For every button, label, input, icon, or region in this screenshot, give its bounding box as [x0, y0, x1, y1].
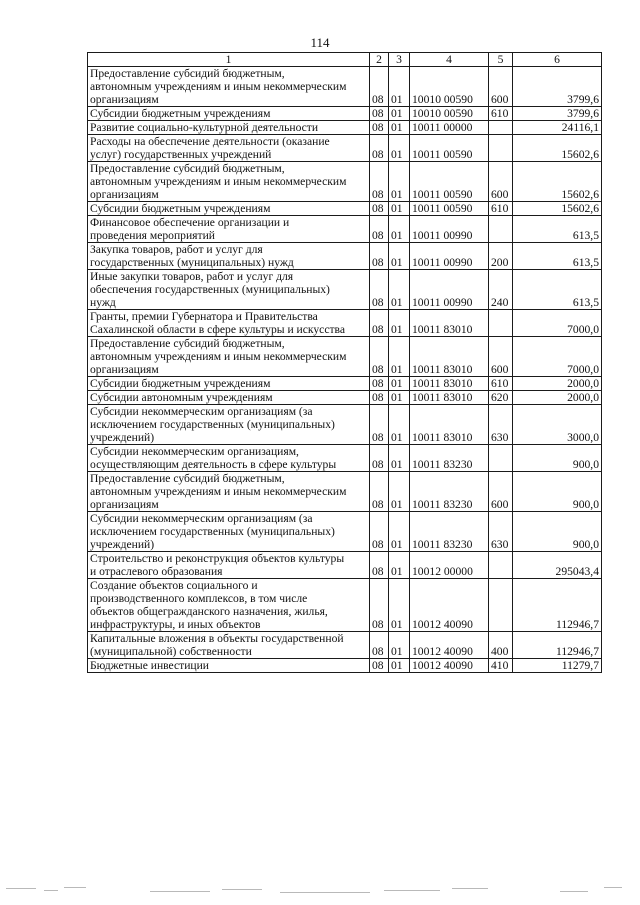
subsection-code-cell: 01: [389, 512, 410, 552]
table-row: [88, 405, 602, 445]
subsection-code-cell: 01: [389, 135, 410, 162]
expense-type-cell: 630: [489, 512, 513, 552]
item-name-line: Субсидии некоммерческим организациям,: [90, 445, 299, 458]
subsection-code-cell: 01: [389, 552, 410, 579]
table-row: [88, 445, 602, 472]
target-article-cell: 10012 00000: [410, 552, 489, 579]
table-row: [88, 67, 602, 107]
item-name-line: Расходы на обеспечение деятельности (оказание: [90, 135, 330, 148]
item-name-line: автономным учреждениям и иным некоммерческим: [90, 175, 347, 188]
subsection-code-cell: 01: [389, 337, 410, 377]
table-row: [88, 135, 602, 162]
item-name-line: учреждений): [90, 431, 155, 444]
item-name-cell: [88, 243, 370, 270]
item-name-cell: [88, 472, 370, 512]
expense-type-cell: 610: [489, 107, 513, 121]
item-name-cell: [88, 107, 370, 121]
item-name-line: Закупка товаров, работ и услуг для: [90, 243, 263, 256]
item-name-line: Сахалинской области в сфере культуры и искусства: [90, 323, 345, 336]
column-header-6: 6: [513, 53, 602, 67]
column-header-3: 3: [389, 53, 410, 67]
page-number: 114: [310, 35, 330, 50]
subsection-code-cell: 01: [389, 243, 410, 270]
item-name-line: услуг) государственных учреждений: [90, 148, 272, 161]
section-code-cell: 08: [370, 107, 389, 121]
target-article-cell: 10012 40090: [410, 632, 489, 659]
item-name-line: Субсидии некоммерческим организациям (за: [90, 405, 313, 418]
item-name-line: осуществляющим деятельность в сфере культуры: [90, 458, 337, 471]
expense-type-cell: 620: [489, 391, 513, 405]
subsection-code-cell: 01: [389, 579, 410, 632]
item-name-line: Субсидии автономным учреждениям: [90, 391, 273, 404]
item-name-line: автономным учреждениям и иным некоммерческим: [90, 350, 347, 363]
section-code-cell: 08: [370, 67, 389, 107]
table-row: [88, 310, 602, 337]
item-name-cell: [88, 270, 370, 310]
expense-type-cell: 600: [489, 472, 513, 512]
subsection-code-cell: 01: [389, 310, 410, 337]
expense-type-cell: [489, 552, 513, 579]
expense-type-cell: [489, 121, 513, 135]
item-name-cell: [88, 552, 370, 579]
column-header-5: 5: [489, 53, 513, 67]
item-name-line: обеспечения государственных (муниципальных): [90, 283, 330, 296]
item-name-cell: [88, 445, 370, 472]
amount-cell: 15602,6: [513, 135, 602, 162]
target-article-cell: 10011 00000: [410, 121, 489, 135]
expense-type-cell: 630: [489, 405, 513, 445]
expense-type-cell: 600: [489, 67, 513, 107]
item-name-line: автономным учреждениям и иным некоммерческим: [90, 485, 347, 498]
item-name-line: (муниципальной) собственности: [90, 645, 252, 658]
section-code-cell: 08: [370, 162, 389, 202]
column-header-2: 2: [370, 53, 389, 67]
subsection-code-cell: 01: [389, 632, 410, 659]
item-name-line: государственных (муниципальных) нужд: [90, 256, 294, 269]
expense-type-cell: [489, 135, 513, 162]
amount-cell: 613,5: [513, 270, 602, 310]
item-name-line: Гранты, премии Губернатора и Правительства: [90, 310, 318, 323]
item-name-line: Создание объектов социального и: [90, 579, 258, 592]
amount-cell: 2000,0: [513, 377, 602, 391]
item-name-cell: [88, 121, 370, 135]
table-row: [88, 659, 602, 673]
amount-cell: 3799,6: [513, 107, 602, 121]
item-name-line: Предоставление субсидий бюджетным,: [90, 337, 285, 350]
expense-type-cell: 600: [489, 162, 513, 202]
item-name-cell: [88, 405, 370, 445]
scan-noise: [0, 884, 640, 896]
item-name-line: Капитальные вложения в объекты государственной: [90, 632, 344, 645]
amount-cell: 2000,0: [513, 391, 602, 405]
table-row: [88, 552, 602, 579]
table-row: [88, 121, 602, 135]
table-row: [88, 472, 602, 512]
item-name-line: Предоставление субсидий бюджетным,: [90, 472, 285, 485]
expense-type-cell: 610: [489, 377, 513, 391]
table-row: [88, 632, 602, 659]
subsection-code-cell: 01: [389, 391, 410, 405]
subsection-code-cell: 01: [389, 377, 410, 391]
expense-type-cell: 610: [489, 202, 513, 216]
item-name-cell: [88, 632, 370, 659]
target-article-cell: 10011 83010: [410, 405, 489, 445]
item-name-line: производственного комплексов, в том числе: [90, 592, 308, 605]
table-row: [88, 270, 602, 310]
subsection-code-cell: 01: [389, 659, 410, 673]
item-name-line: Предоставление субсидий бюджетным,: [90, 162, 285, 175]
table-row: [88, 391, 602, 405]
section-code-cell: 08: [370, 445, 389, 472]
item-name-line: автономным учреждениям и иным некоммерческим: [90, 80, 347, 93]
section-code-cell: 08: [370, 243, 389, 270]
subsection-code-cell: 01: [389, 162, 410, 202]
amount-cell: 112946,7: [513, 632, 602, 659]
amount-cell: 11279,7: [513, 659, 602, 673]
section-code-cell: 08: [370, 377, 389, 391]
target-article-cell: 10010 00590: [410, 67, 489, 107]
subsection-code-cell: 01: [389, 270, 410, 310]
amount-cell: 24116,1: [513, 121, 602, 135]
item-name-line: инфраструктуры, и иных объектов: [90, 618, 261, 631]
table-row: [88, 512, 602, 552]
target-article-cell: 10011 83230: [410, 512, 489, 552]
amount-cell: 7000,0: [513, 310, 602, 337]
item-name-cell: [88, 512, 370, 552]
expense-type-cell: [489, 216, 513, 243]
target-article-cell: 10011 83010: [410, 310, 489, 337]
item-name-line: организациям: [90, 188, 159, 201]
item-name-cell: [88, 67, 370, 107]
subsection-code-cell: 01: [389, 202, 410, 216]
section-code-cell: 08: [370, 337, 389, 377]
expense-type-cell: [489, 445, 513, 472]
target-article-cell: 10012 40090: [410, 579, 489, 632]
amount-cell: 613,5: [513, 216, 602, 243]
item-name-line: Строительство и реконструкция объектов культуры: [90, 552, 345, 565]
expense-type-cell: 240: [489, 270, 513, 310]
section-code-cell: 08: [370, 579, 389, 632]
amount-cell: 613,5: [513, 243, 602, 270]
item-name-line: Бюджетные инвестиции: [90, 659, 210, 672]
item-name-line: исключением государственных (муниципальных): [90, 418, 335, 431]
target-article-cell: 10011 83010: [410, 391, 489, 405]
amount-cell: 7000,0: [513, 337, 602, 377]
target-article-cell: 10011 00990: [410, 270, 489, 310]
item-name-line: Субсидии бюджетным учреждениям: [90, 107, 271, 120]
expense-type-cell: 600: [489, 337, 513, 377]
section-code-cell: 08: [370, 216, 389, 243]
subsection-code-cell: 01: [389, 472, 410, 512]
amount-cell: 295043,4: [513, 552, 602, 579]
item-name-cell: [88, 216, 370, 243]
item-name-line: Субсидии бюджетным учреждениям: [90, 202, 271, 215]
table-row: [88, 243, 602, 270]
section-code-cell: 08: [370, 310, 389, 337]
target-article-cell: 10011 83010: [410, 337, 489, 377]
table-header-row: [88, 53, 602, 67]
section-code-cell: 08: [370, 512, 389, 552]
item-name-line: Развитие социально-культурной деятельности: [90, 121, 319, 134]
expense-type-cell: 200: [489, 243, 513, 270]
section-code-cell: 08: [370, 659, 389, 673]
item-name-line: Иные закупки товаров, работ и услуг для: [90, 270, 294, 283]
item-name-cell: [88, 135, 370, 162]
table-row: [88, 202, 602, 216]
subsection-code-cell: 01: [389, 67, 410, 107]
section-code-cell: 08: [370, 121, 389, 135]
table-row: [88, 377, 602, 391]
target-article-cell: 10011 83010: [410, 377, 489, 391]
table-row: [88, 216, 602, 243]
item-name-line: Субсидии бюджетным учреждениям: [90, 377, 271, 390]
amount-cell: 900,0: [513, 445, 602, 472]
amount-cell: 3000,0: [513, 405, 602, 445]
section-code-cell: 08: [370, 391, 389, 405]
table-row: [88, 337, 602, 377]
amount-cell: 15602,6: [513, 202, 602, 216]
amount-cell: 112946,7: [513, 579, 602, 632]
item-name-line: Финансовое обеспечение организации и: [90, 216, 290, 229]
table-body: [88, 67, 602, 673]
target-article-cell: 10011 00590: [410, 162, 489, 202]
item-name-line: и отраслевого образования: [90, 565, 223, 578]
target-article-cell: 10010 00590: [410, 107, 489, 121]
subsection-code-cell: 01: [389, 121, 410, 135]
item-name-cell: [88, 337, 370, 377]
section-code-cell: 08: [370, 270, 389, 310]
section-code-cell: 08: [370, 405, 389, 445]
item-name-cell: [88, 202, 370, 216]
item-name-cell: [88, 659, 370, 673]
target-article-cell: 10011 00990: [410, 216, 489, 243]
item-name-line: Субсидии некоммерческим организациям (за: [90, 512, 313, 525]
item-name-cell: [88, 579, 370, 632]
item-name-line: объектов общегражданского назначения, жилья,: [90, 605, 328, 618]
expense-type-cell: [489, 310, 513, 337]
item-name-line: организациям: [90, 498, 159, 511]
target-article-cell: 10011 83230: [410, 472, 489, 512]
item-name-line: исключением государственных (муниципальных): [90, 525, 335, 538]
target-article-cell: 10011 00990: [410, 243, 489, 270]
section-code-cell: 08: [370, 135, 389, 162]
amount-cell: 900,0: [513, 472, 602, 512]
table-row: [88, 162, 602, 202]
column-header-1: 1: [88, 53, 370, 67]
item-name-line: Предоставление субсидий бюджетным,: [90, 67, 285, 80]
section-code-cell: 08: [370, 202, 389, 216]
section-code-cell: 08: [370, 472, 389, 512]
budget-table: [87, 52, 602, 673]
item-name-line: организациям: [90, 93, 159, 106]
item-name-cell: [88, 310, 370, 337]
subsection-code-cell: 01: [389, 405, 410, 445]
subsection-code-cell: 01: [389, 107, 410, 121]
subsection-code-cell: 01: [389, 445, 410, 472]
subsection-code-cell: 01: [389, 216, 410, 243]
section-code-cell: 08: [370, 632, 389, 659]
expense-type-cell: 400: [489, 632, 513, 659]
item-name-cell: [88, 377, 370, 391]
item-name-line: проведения мероприятий: [90, 229, 215, 242]
target-article-cell: 10012 40090: [410, 659, 489, 673]
amount-cell: 3799,6: [513, 67, 602, 107]
target-article-cell: 10011 00590: [410, 135, 489, 162]
amount-cell: 15602,6: [513, 162, 602, 202]
table-row: [88, 107, 602, 121]
section-code-cell: 08: [370, 552, 389, 579]
amount-cell: 900,0: [513, 512, 602, 552]
target-article-cell: 10011 83230: [410, 445, 489, 472]
item-name-line: организациям: [90, 363, 159, 376]
expense-type-cell: 410: [489, 659, 513, 673]
item-name-line: нужд: [90, 296, 116, 309]
table-row: [88, 579, 602, 632]
item-name-line: учреждений): [90, 538, 155, 551]
item-name-cell: [88, 162, 370, 202]
expense-type-cell: [489, 579, 513, 632]
item-name-cell: [88, 391, 370, 405]
column-header-4: 4: [410, 53, 489, 67]
target-article-cell: 10011 00590: [410, 202, 489, 216]
